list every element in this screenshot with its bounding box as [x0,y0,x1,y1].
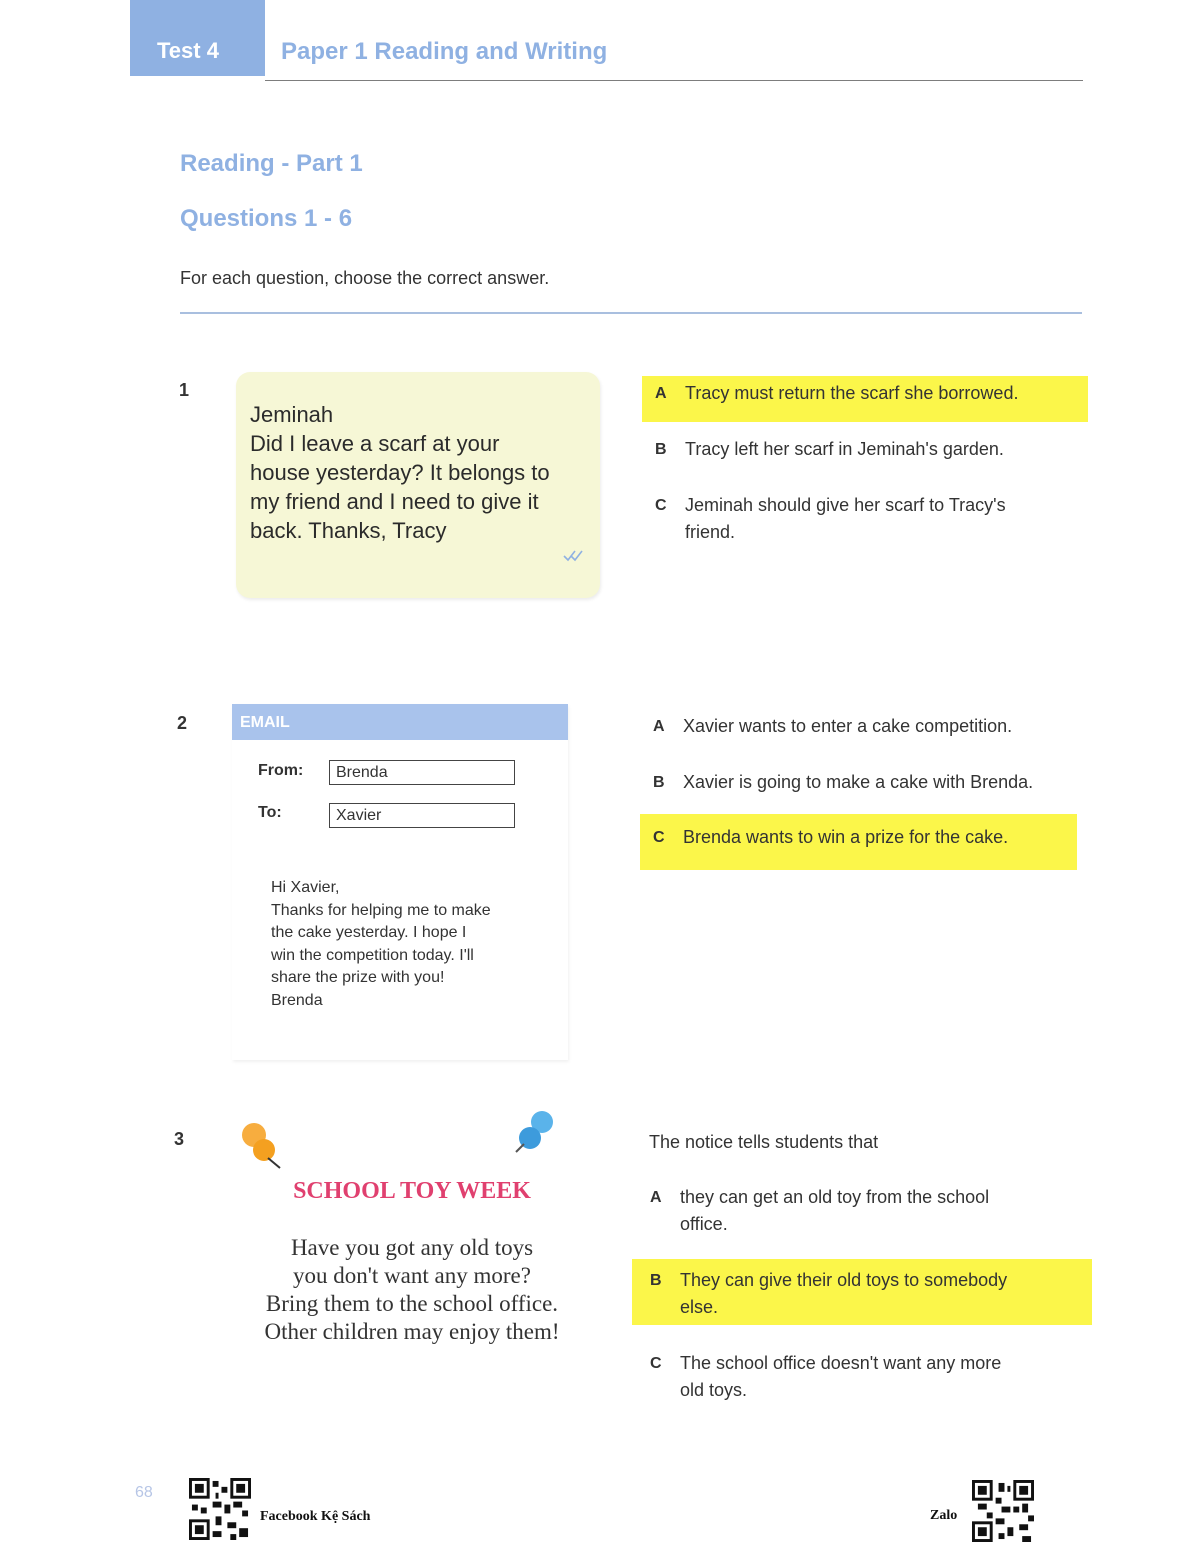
notice-body [230,1234,594,1346]
option-letter: A [655,385,667,402]
question-stem: The notice tells students that [649,1132,879,1152]
zalo-label: Zalo [930,1508,958,1523]
option-1c[interactable] [685,492,1006,546]
option-letter: A [653,718,665,735]
option-letter: B [655,441,667,458]
email-line: Hi Xavier, [271,879,340,896]
option-letter: B [653,774,665,791]
email-line: Brenda [271,991,323,1009]
qr-code-icon[interactable] [972,1480,1034,1542]
page-number: 68 [135,1484,153,1501]
section-title: Reading - Part 1 [180,150,363,177]
notice-line: you don't want any more? [293,1263,531,1288]
option-letter: C [653,829,665,846]
orange-pushpin-icon [238,1120,284,1170]
facebook-label: Facebook Kệ Sách [260,1509,371,1524]
option-line: office. [680,1214,728,1234]
notice-line: Bring them to the school office. [265,1291,559,1316]
instructions-divider [180,312,1082,314]
notice-line: Have you got any old toys [290,1235,534,1260]
option-line: They can give their old toys to somebody [680,1270,1008,1290]
option-2c[interactable]: Brenda wants to win a prize for the cake. [683,827,1009,847]
instructions: For each question, choose the correct answer. [180,268,550,288]
option-3b[interactable] [680,1267,1007,1321]
message-line: Did I leave a scarf at your [250,431,500,456]
qr-code-icon[interactable] [189,1478,251,1540]
email-body [271,877,551,1012]
notice-title: SCHOOL TOY WEEK [293,1178,531,1204]
test-tab: Test 4 [130,0,265,76]
option-1b[interactable]: Tracy left her scarf in Jeminah's garden. [685,439,1004,459]
message-line: back. Thanks, Tracy [250,518,447,543]
option-1a[interactable]: Tracy must return the scarf she borrowed. [685,383,1019,403]
email-header: EMAIL [232,704,568,740]
question-number-1: 1 [179,380,190,400]
blue-pushpin-icon [512,1108,558,1154]
to-field: Xavier [329,803,515,828]
questions-range: Questions 1 - 6 [180,205,353,232]
option-line: friend. [685,522,736,542]
question-number-3: 3 [174,1129,185,1149]
option-line: else. [680,1297,719,1317]
email-line: share the prize with you! [271,969,445,986]
option-2a[interactable]: Xavier wants to enter a cake competition. [683,716,1013,736]
email-line: win the competition today. I'll [271,946,474,964]
to-label: To: [258,804,282,821]
option-letter: B [650,1272,662,1289]
from-label: From: [258,762,304,779]
email-line: the cake yesterday. I hope I [271,924,467,941]
option-3a[interactable] [680,1184,989,1238]
message-text [250,400,590,545]
message-line: my friend and I need to give it [250,489,539,514]
option-line: they can get an old toy from the school [680,1187,990,1207]
notice-line: Other children may enjoy them! [264,1319,560,1344]
option-letter: C [655,497,667,514]
question-number-2: 2 [177,713,188,733]
option-2b[interactable]: Xavier is going to make a cake with Brenda. [683,772,1034,792]
email-line: Thanks for helping me to make [271,901,491,919]
message-line: house yesterday? It belongs to [250,460,550,485]
option-line: Jeminah should give her scarf to Tracy's [685,495,1006,515]
option-line: old toys. [680,1380,748,1400]
option-letter: A [650,1189,662,1206]
from-field: Brenda [329,760,515,785]
paper-title: Paper 1 Reading and Writing [281,38,608,65]
double-check-icon [562,548,586,562]
option-3c[interactable] [680,1350,1001,1404]
header-divider [265,80,1083,81]
option-letter: C [650,1355,662,1372]
option-line: The school office doesn't want any more [680,1353,1002,1373]
message-line: Jeminah [250,402,334,427]
